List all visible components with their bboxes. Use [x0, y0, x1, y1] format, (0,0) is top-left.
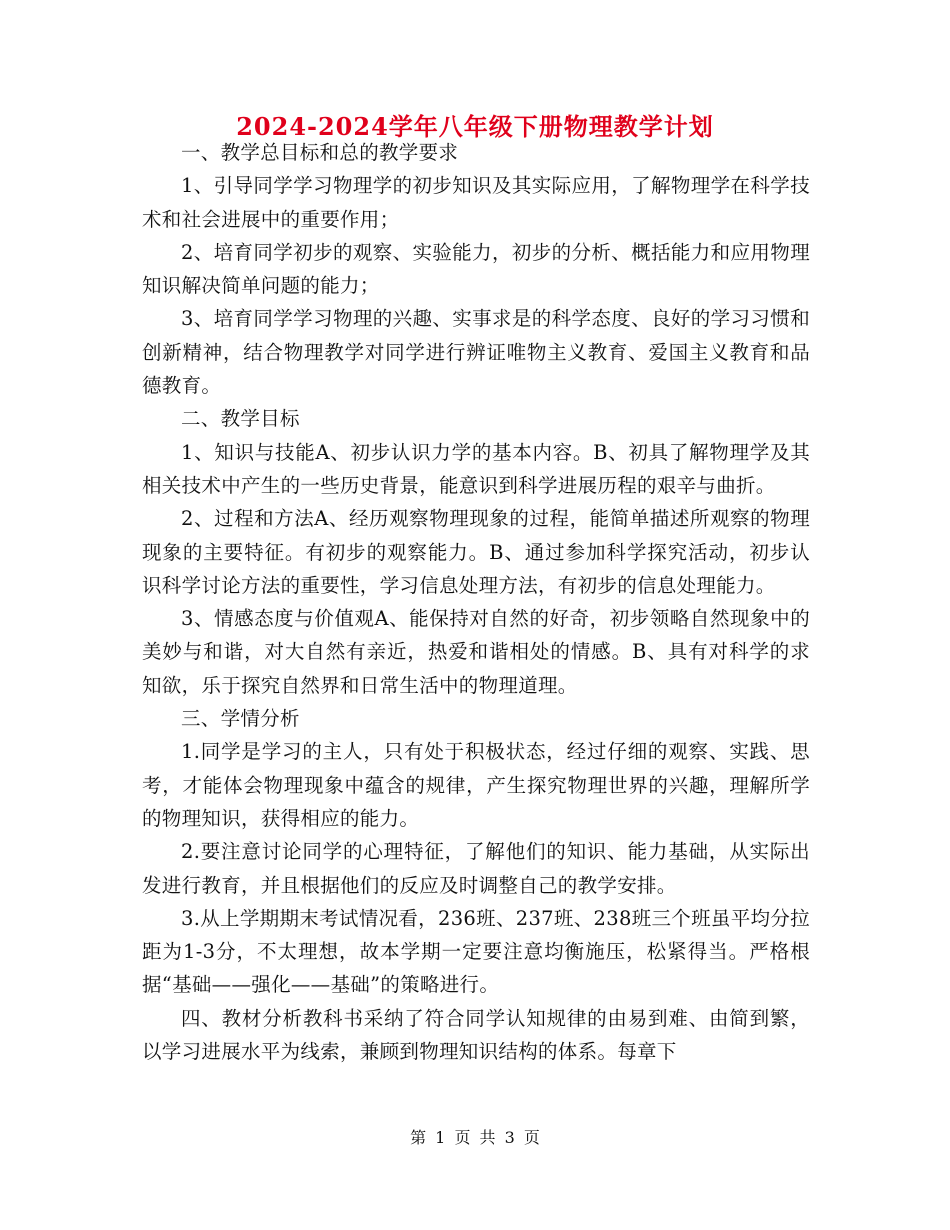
paragraph: 2、过程和方法A、经历观察物理现象的过程，能简单描述所观察的物理现象的主要特征。有初步的观察能力。B、通过参加科学探究活动，初步认识科学讨论方法的重要性，学习信息处理方法，有初步的信息处理能力。 [142, 507, 810, 597]
paragraph: 四、教材分析教科书采纳了符合同学认知规律的由易到难、由简到繁，以学习进展水平为线索，兼顾到物理知识结构的体系。每章下 [142, 1006, 810, 1064]
section-heading-3: 三、学情分析 [181, 707, 300, 731]
section-heading-1: 一、教学总目标和总的教学要求 [181, 141, 459, 164]
paragraph: 1、引导同学学习物理学的初步知识及其实际应用，了解物理学在科学技术和社会进展中的重要作用； [142, 174, 810, 231]
paragraph: 3.从上学期期末考试情况看，236班、237班、238班三个班虽平均分拉距为1-3分，不太理想，故本学期一定要注意均衡施压，松紧得当。严格根据“基础——强化——基础”的策略进行。 [142, 906, 810, 997]
paragraph: 2、培育同学初步的观察、实验能力，初步的分析、概括能力和应用物理知识解决简单问题的能力； [142, 240, 810, 298]
paragraph: 2.要注意讨论同学的心理特征，了解他们的知识、能力基础，从实际出发进行教育，并且根据他们的反应及时调整自己的教学安排。 [142, 840, 810, 897]
section-heading-2: 二、教学目标 [181, 407, 300, 431]
page-footer: 第 1 页 共 3 页 [410, 1128, 540, 1147]
paragraph: 3、情感态度与价值观A、能保持对自然的好奇，初步领略自然现象中的美妙与和谐，对大自然有亲近，热爱和谐相处的情感。B、具有对科学的求知欲，乐于探究自然界和日常生活中的物理道理。 [142, 607, 810, 697]
paragraph: 1、知识与技能A、初步认识力学的基本内容。B、初具了解物理学及其相关技术中产生的一些历史背景，能意识到科学进展历程的艰辛与曲折。 [142, 440, 810, 497]
document-title: 2024-2024学年八年级下册物理教学计划 [236, 112, 714, 141]
document-body [142, 136, 810, 1068]
paragraph: 3、培育同学学习物理的兴趣、实事求是的科学态度、良好的学习习惯和创新精神，结合物理教学对同学进行辨证唯物主义教育、爱国主义教育和品德教育。 [142, 307, 810, 398]
paragraph: 1.同学是学习的主人，只有处于积极状态，经过仔细的观察、实践、思考，才能体会物理现象中蕴含的规律，产生探究物理世界的兴趣，理解所学的物理知识，获得相应的能力。 [142, 740, 810, 830]
